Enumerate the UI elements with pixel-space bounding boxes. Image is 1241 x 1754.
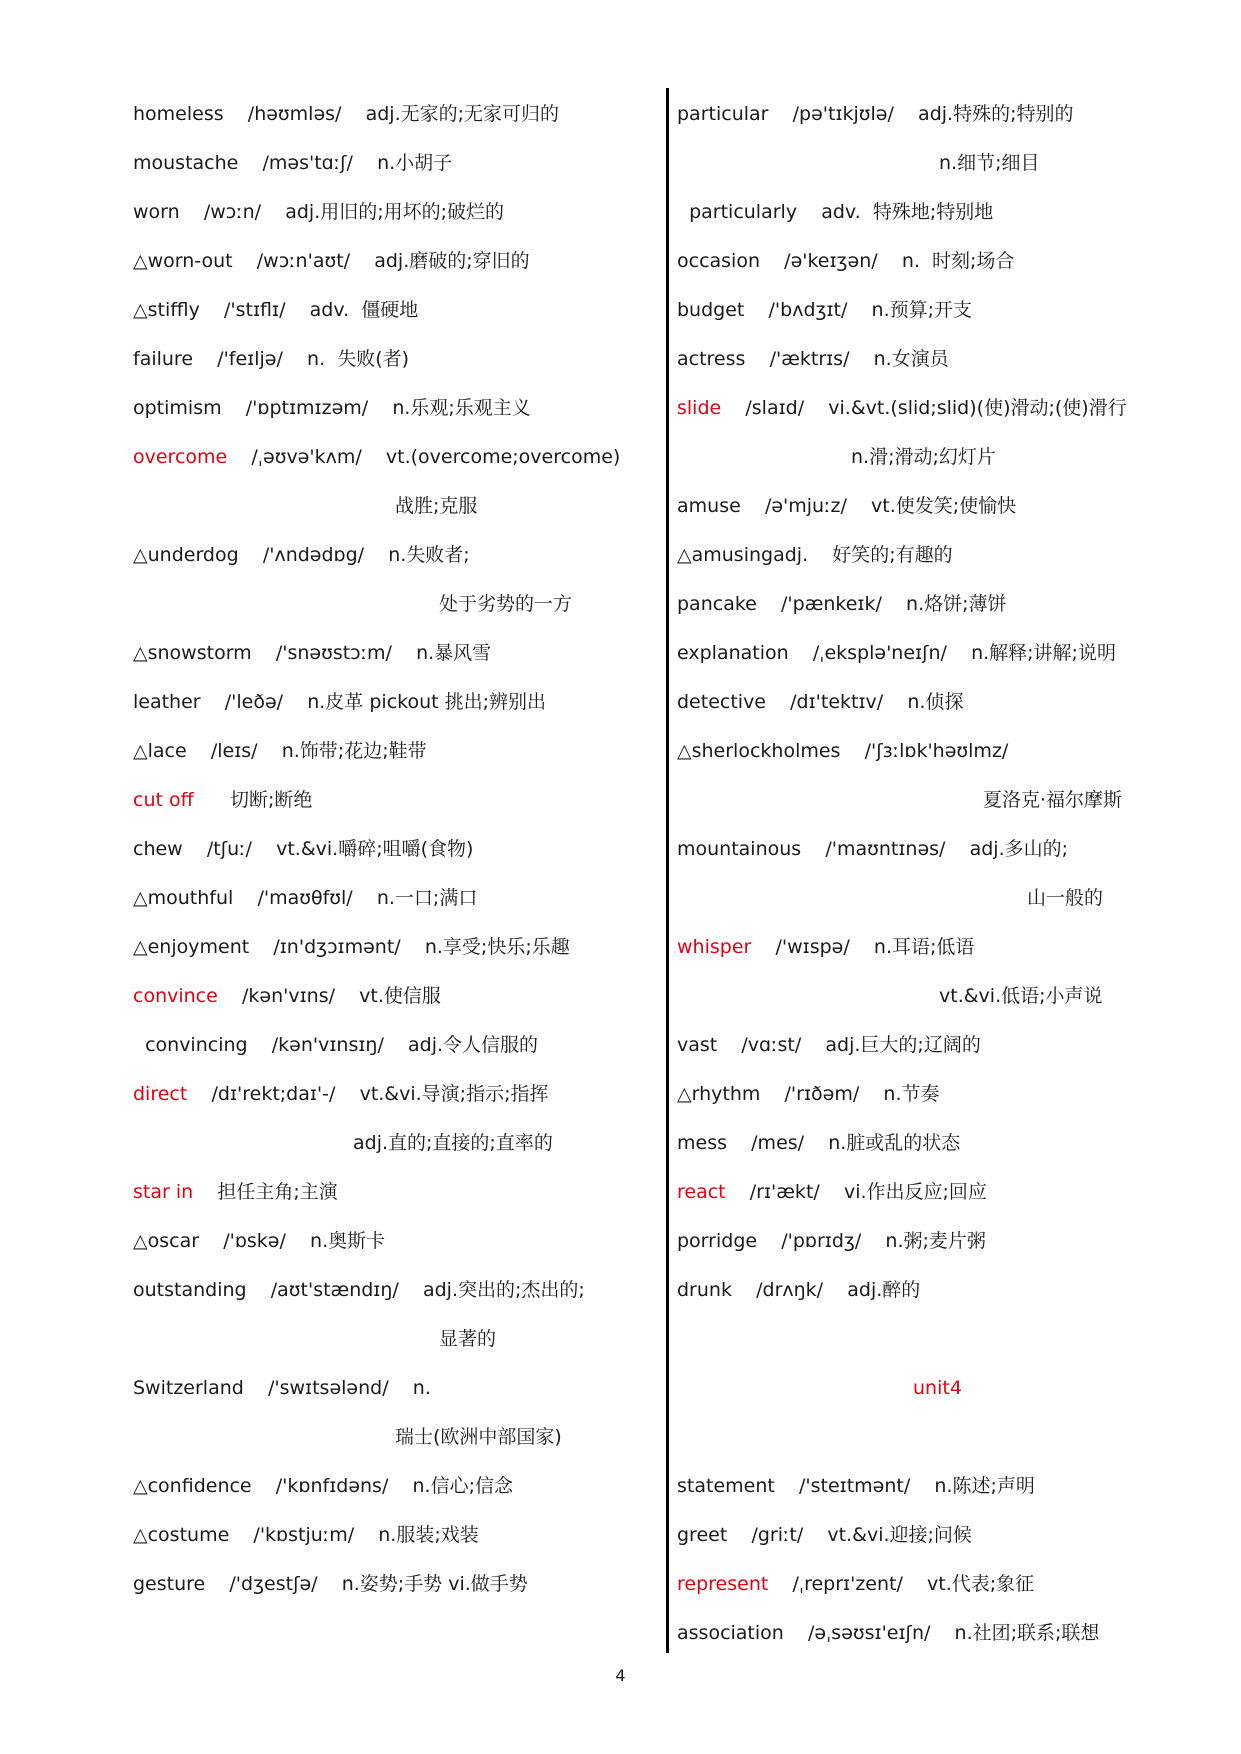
vocab-text: 山一般的 xyxy=(1027,887,1104,909)
vocab-text: statement /'steɪtmənt/ n.陈述;声明 xyxy=(677,1475,1035,1497)
vocab-text: budget /'bʌdʒɪt/ n.预算;开支 xyxy=(677,299,973,321)
vocab-text: △worn-out /wɔːn'aʊt/ adj.磨破的;穿旧的 xyxy=(133,250,530,272)
vocab-text: amuse /ə'mjuːz/ vt.使发笑;使愉快 xyxy=(677,495,1017,517)
vocab-text: /rɪ'ækt/ vi.作出反应;回应 xyxy=(725,1181,987,1203)
vocab-text: 瑞士(欧洲中部国家) xyxy=(395,1426,562,1448)
vocab-text: occasion /ə'keɪʒən/ n. 时刻;场合 xyxy=(677,250,1015,272)
vocab-line xyxy=(677,531,1177,580)
vocab-text: explanation /ˌeksplə'neɪʃn/ n.解释;讲解;说明 xyxy=(677,642,1116,664)
vocab-text: △underdog /'ʌndədɒg/ n.失败者; xyxy=(133,544,470,566)
vocab-line xyxy=(677,1168,1177,1217)
vocab-text: detective /dɪ'tektɪv/ n.侦探 xyxy=(677,691,964,713)
vocab-headword: represent xyxy=(677,1573,769,1595)
vocab-line xyxy=(133,1462,663,1511)
vocab-line xyxy=(133,90,663,139)
vocab-line xyxy=(677,139,1177,188)
vocab-text: gesture /'dʒestʃə/ n.姿势;手势 vi.做手势 xyxy=(133,1573,528,1595)
vocab-text: 战胜;克服 xyxy=(395,495,478,517)
vocab-text: /kən'vɪns/ vt.使信服 xyxy=(217,985,441,1007)
vocab-text: outstanding /aʊt'stændɪŋ/ adj.突出的;杰出的; xyxy=(133,1279,585,1301)
vocab-headword: direct xyxy=(133,1083,188,1105)
vocab-text: /slaɪd/ vi.&vt.(slid;slid)(使)滑动;(使)滑行 xyxy=(721,397,1127,419)
vocab-line xyxy=(133,1364,663,1413)
vocab-line xyxy=(677,1462,1177,1511)
vocab-headword: cut off xyxy=(133,789,194,811)
vocab-line xyxy=(133,923,663,972)
vocab-text: convincing /kən'vɪnsɪŋ/ adj.令人信服的 xyxy=(133,1034,539,1056)
vocab-text: leather /'leðə/ n.皮革 pickout 挑出;辨别出 xyxy=(133,691,547,713)
vocab-line xyxy=(677,1511,1177,1560)
vocab-text: △costume /'kɒstjuːm/ n.服装;戏装 xyxy=(133,1524,479,1546)
vocab-line xyxy=(133,139,663,188)
vocab-line xyxy=(133,1168,663,1217)
vocab-line xyxy=(133,335,663,384)
vocab-text: drunk /drʌŋk/ adj.醉的 xyxy=(677,1279,921,1301)
vocab-headword: convince xyxy=(133,985,218,1007)
vocab-line xyxy=(133,727,663,776)
vocab-text: vast /vɑːst/ adj.巨大的;辽阔的 xyxy=(677,1034,981,1056)
vocab-text: △stiffly /'stɪflɪ/ adv. 僵硬地 xyxy=(133,299,419,321)
vocab-line xyxy=(133,1021,663,1070)
vocab-line xyxy=(677,90,1177,139)
vocab-headword: slide xyxy=(677,397,722,419)
vocab-text: mountainous /'maʊntɪnəs/ adj.多山的; xyxy=(677,838,1069,860)
vocab-line xyxy=(677,286,1177,335)
vocab-line xyxy=(677,335,1177,384)
vocab-line xyxy=(677,825,1177,874)
vocab-line xyxy=(133,1119,663,1168)
vocab-line xyxy=(133,874,663,923)
vocab-line xyxy=(133,972,663,1021)
vocab-line xyxy=(677,1119,1177,1168)
vocab-text: failure /'feɪljə/ n. 失败(者) xyxy=(133,348,410,370)
column-divider xyxy=(666,88,669,1653)
vocab-line xyxy=(677,776,1177,825)
vocab-text: adj.直的;直接的;直率的 xyxy=(353,1132,553,1154)
vocab-line xyxy=(133,482,663,531)
vocab-text: particular /pə'tɪkjʊlə/ adj.特殊的;特别的 xyxy=(677,103,1074,125)
vocab-line xyxy=(133,531,663,580)
vocab-text: 担任主角;主演 xyxy=(193,1181,338,1203)
vocab-text: greet /griːt/ vt.&vi.迎接;问候 xyxy=(677,1524,972,1546)
vocab-line xyxy=(677,923,1177,972)
vocab-text: moustache /məs'tɑːʃ/ n.小胡子 xyxy=(133,152,453,174)
vocab-line xyxy=(133,286,663,335)
right-column xyxy=(677,90,1177,1658)
vocab-line xyxy=(677,629,1177,678)
vocab-text: Switzerland /'swɪtsələnd/ n. xyxy=(133,1377,431,1399)
vocab-line xyxy=(677,237,1177,286)
vocab-text: 处于劣势的一方 xyxy=(439,593,573,615)
vocab-text: △snowstorm /'snəʊstɔːm/ n.暴风雪 xyxy=(133,642,492,664)
vocab-text: actress /'æktrɪs/ n.女演员 xyxy=(677,348,949,370)
vocab-line xyxy=(133,1070,663,1119)
vocab-text: n.细节;细目 xyxy=(939,152,1040,174)
vocab-line xyxy=(677,482,1177,531)
vocab-line xyxy=(677,1609,1177,1658)
vocab-text: worn /wɔːn/ adj.用旧的;用坏的;破烂的 xyxy=(133,201,505,223)
vocab-text: △mouthful /'maʊθfʊl/ n.一口;满口 xyxy=(133,887,478,909)
vocab-line xyxy=(677,727,1177,776)
vocab-line xyxy=(677,1217,1177,1266)
vocab-text: /ˌəʊvə'kʌm/ vt.(overcome;overcome) xyxy=(227,446,621,468)
vocab-headword: star in xyxy=(133,1181,194,1203)
vocab-text: pancake /'pænkeɪk/ n.烙饼;薄饼 xyxy=(677,593,1007,615)
vocab-headword: react xyxy=(677,1181,726,1203)
vocab-line xyxy=(677,874,1177,923)
vocab-line xyxy=(133,237,663,286)
vocab-text: △sherlockholmes /'ʃɜːlɒk'həʊlmz/ xyxy=(677,740,1009,762)
vocab-line xyxy=(133,384,663,433)
vocab-text: /dɪ'rekt;daɪ'-/ vt.&vi.导演;指示;指挥 xyxy=(187,1083,549,1105)
vocab-text: particularly adv. 特殊地;特别地 xyxy=(677,201,994,223)
vocab-line xyxy=(677,1021,1177,1070)
vocab-line xyxy=(133,1315,663,1364)
vocab-text: △oscar /'ɒskə/ n.奥斯卡 xyxy=(133,1230,386,1252)
vocab-line xyxy=(133,1560,663,1609)
vocab-text: optimism /'ɒptɪmɪzəm/ n.乐观;乐观主义 xyxy=(133,397,531,419)
vocab-line xyxy=(133,776,663,825)
vocab-line xyxy=(133,1266,663,1315)
vocab-text: 切断;断绝 xyxy=(193,789,313,811)
vocab-text: vt.&vi.低语;小声说 xyxy=(939,985,1103,1007)
vocab-text: 夏洛克·福尔摩斯 xyxy=(983,789,1123,811)
vocab-text: mess /mes/ n.脏或乱的状态 xyxy=(677,1132,961,1154)
vocab-text: porridge /'pɒrɪdʒ/ n.粥;麦片粥 xyxy=(677,1230,986,1252)
vocab-line xyxy=(677,580,1177,629)
vocab-line xyxy=(133,580,663,629)
left-column xyxy=(133,90,663,1609)
vocab-line xyxy=(677,1315,1177,1364)
vocab-text: △amusingadj. 好笑的;有趣的 xyxy=(677,544,953,566)
vocab-line xyxy=(677,1070,1177,1119)
vocab-line xyxy=(133,1217,663,1266)
vocab-text: /'wɪspə/ n.耳语;低语 xyxy=(751,936,975,958)
vocab-text: association /əˌsəʊsɪ'eɪʃn/ n.社团;联系;联想 xyxy=(677,1622,1100,1644)
vocab-text: △enjoyment /ɪn'dʒɔɪmənt/ n.享受;快乐;乐趣 xyxy=(133,936,570,958)
vocab-line xyxy=(677,433,1177,482)
vocab-line xyxy=(677,1560,1177,1609)
vocab-line xyxy=(133,825,663,874)
vocab-line xyxy=(677,678,1177,727)
vocab-text: homeless /həʊmləs/ adj.无家的;无家可归的 xyxy=(133,103,560,125)
vocab-text: △confidence /'kɒnfɪdəns/ n.信心;信念 xyxy=(133,1475,513,1497)
vocab-line xyxy=(133,188,663,237)
vocab-line xyxy=(133,678,663,727)
vocab-headword: overcome xyxy=(133,446,228,468)
vocab-text: n.滑;滑动;幻灯片 xyxy=(851,446,996,468)
vocab-headword: unit4 xyxy=(913,1377,962,1399)
vocab-text: △lace /leɪs/ n.饰带;花边;鞋带 xyxy=(133,740,427,762)
vocab-line xyxy=(677,972,1177,1021)
vocab-line xyxy=(677,1266,1177,1315)
vocab-line xyxy=(677,1364,1177,1413)
vocab-line xyxy=(677,384,1177,433)
page-number: 4 xyxy=(615,1666,626,1685)
vocab-line xyxy=(677,188,1177,237)
vocab-text: /ˌreprɪ'zent/ vt.代表;象征 xyxy=(768,1573,1035,1595)
vocab-text: 显著的 xyxy=(439,1328,497,1350)
vocab-line xyxy=(133,629,663,678)
vocab-line xyxy=(133,433,663,482)
vocab-line xyxy=(133,1511,663,1560)
vocab-line xyxy=(133,1413,663,1462)
vocab-headword: whisper xyxy=(677,936,752,958)
vocab-text: chew /tʃuː/ vt.&vi.嚼碎;咀嚼(食物) xyxy=(133,838,474,860)
vocab-line xyxy=(677,1413,1177,1462)
vocab-text: △rhythm /'rɪðəm/ n.节奏 xyxy=(677,1083,940,1105)
